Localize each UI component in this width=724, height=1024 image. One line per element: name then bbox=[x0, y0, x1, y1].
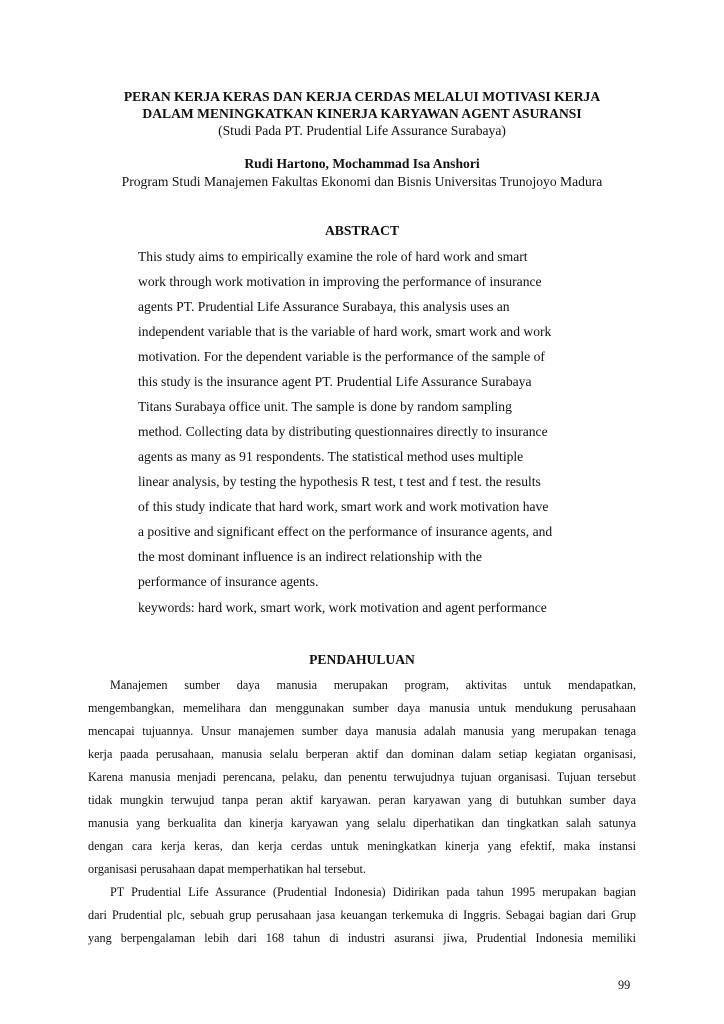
keywords: keywords: hard work, smart work, work motivation and agent performance bbox=[138, 600, 547, 615]
body-line: Karena manusia menjadi perencana, pelaku, dan penentu terwujudnya tujuan organisasi. Tujuan tersebut bbox=[88, 770, 636, 784]
title-line-2: DALAM MENINGKATKAN KINERJA KARYAWAN AGENT ASURANSI bbox=[142, 106, 582, 121]
body-line: organisasi perusahaan dapat memperhatikan hal tersebut. bbox=[88, 862, 366, 876]
page-number: 99 bbox=[618, 978, 631, 992]
body-line: dari Prudential plc, sebuah grup perusahaan jasa keuangan terkemuka di Inggris. Sebagai bagian dari Grup bbox=[88, 908, 636, 922]
body-line: tidak mungkin terwujud tanpa peran aktif karyawan. peran karyawan yang di butuhkan sumber daya bbox=[88, 793, 636, 807]
abstract-line: a positive and significant effect on the performance of insurance agents, and bbox=[138, 524, 553, 539]
paper-title bbox=[60, 88, 664, 122]
abstract-line: linear analysis, by testing the hypothesis R test, t test and f test. the results bbox=[138, 474, 541, 489]
abstract-line: work through work motivation in improving the performance of insurance bbox=[138, 274, 542, 289]
introduction-body bbox=[88, 674, 636, 950]
body-line: manusia yang berkualita dan kinerja karyawan yang selalu diperhatikan dan tingkatkan salah satunya bbox=[88, 816, 636, 830]
abstract-line: this study is the insurance agent PT. Prudential Life Assurance Surabaya bbox=[138, 374, 532, 389]
body-line: PT Prudential Life Assurance (Prudential Indonesia) Didirikan pada tahun 1995 merupakan bagian bbox=[110, 885, 636, 899]
abstract-line: the most dominant influence is an indirect relationship with the bbox=[138, 549, 482, 564]
abstract-heading: ABSTRACT bbox=[324, 223, 400, 238]
abstract-line: method. Collecting data by distributing questionnaires directly to insurance bbox=[138, 424, 548, 439]
body-line: Manajemen sumber daya manusia merupakan program, aktivitas untuk mendapatkan, bbox=[110, 678, 636, 692]
body-line: mengembangkan, memelihara dan menggunakan sumber daya manusia untuk mendukung perusahaan bbox=[88, 701, 636, 715]
abstract-line: agents PT. Prudential Life Assurance Surabaya, this analysis uses an bbox=[138, 299, 510, 314]
paper-subtitle: (Studi Pada PT. Prudential Life Assurance Surabaya) bbox=[218, 123, 506, 138]
authors: Rudi Hartono, Mochammad Isa Anshori bbox=[244, 156, 480, 171]
body-line: yang berpengalaman lebih dari 168 tahun di industri asuransi jiwa, Prudential Indonesia memiliki bbox=[88, 931, 636, 945]
title-line-1: PERAN KERJA KERAS DAN KERJA CERDAS MELALUI MOTIVASI KERJA bbox=[123, 89, 601, 104]
abstract-line: This study aims to empirically examine the role of hard work and smart bbox=[138, 249, 528, 264]
abstract-line: performance of insurance agents. bbox=[138, 574, 319, 589]
affiliation: Program Studi Manajemen Fakultas Ekonomi dan Bisnis Universitas Trunojoyo Madura bbox=[121, 174, 603, 189]
abstract-line: independent variable that is the variable of hard work, smart work and work bbox=[138, 324, 552, 339]
abstract-line: agents as many as 91 respondents. The statistical method uses multiple bbox=[138, 449, 524, 464]
body-line: dengan cara kerja keras, dan kerja cerdas untuk meningkatkan kinerja yang efektif, maka instansi bbox=[88, 839, 636, 853]
abstract-line: Titans Surabaya office unit. The sample is done by random sampling bbox=[138, 399, 512, 414]
abstract-line: of this study indicate that hard work, smart work and work motivation have bbox=[138, 499, 549, 514]
abstract-line: motivation. For the dependent variable is the performance of the sample of bbox=[138, 349, 545, 364]
abstract-body bbox=[138, 244, 552, 594]
body-line: kerja paada perusahaan, manusia selalu berperan aktif dan dominan dalam setiap kegiatan organisasi, bbox=[88, 747, 636, 761]
section-heading-pendahuluan: PENDAHULUAN bbox=[309, 652, 415, 667]
body-line: mencapai tujuannya. Unsur manajemen sumber daya manusia adalah manusia yang merupakan tenaga bbox=[88, 724, 636, 738]
